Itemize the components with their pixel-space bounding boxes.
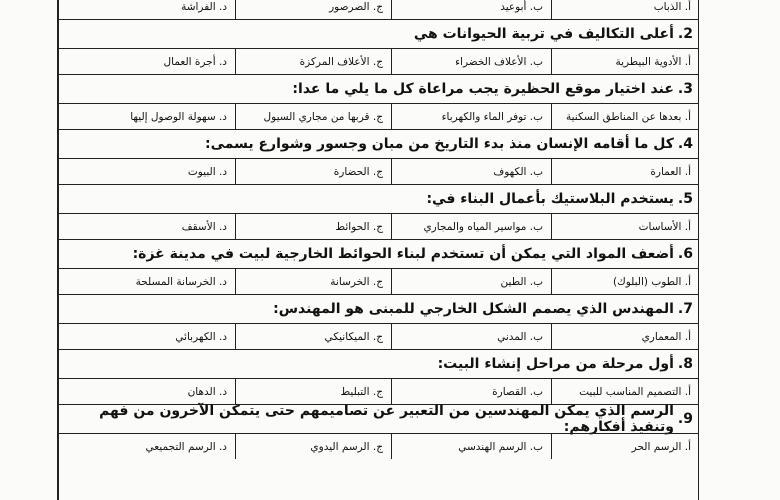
answer-option: ب. أبوعيد <box>391 0 551 19</box>
answer-option: أ. بعدها عن المناطق السكنية <box>551 104 699 129</box>
question-text: المهندس الذي يصمم الشكل الخارجي للمبنى هو المهندس: <box>273 301 674 317</box>
answer-option: د. الخرسانة المسلحة <box>57 269 235 294</box>
answer-option: د. أجرة العمال <box>57 49 235 74</box>
question-text: أضعف المواد التي يمكن أن تستخدم لبناء الحوائط الخارجية لبيت في مدينة غزة: <box>132 246 674 262</box>
question-number: 8. <box>677 356 693 372</box>
question-text: عند اختيار موقع الحظيرة يجب مراعاة كل ما يلي ما عدا: <box>292 81 674 97</box>
question-row <box>57 349 699 378</box>
answer-option: أ. العمارة <box>551 159 699 184</box>
answer-option: ب. الأعلاف الخضراء <box>391 49 551 74</box>
question-number: 7. <box>677 301 693 317</box>
question-number: 5. <box>677 191 693 207</box>
answer-option: أ. الرسم الحر <box>551 434 699 459</box>
answer-option: ب. الطين <box>391 269 551 294</box>
exam-sheet <box>57 0 699 500</box>
answer-option: د. الفراشة <box>57 0 235 19</box>
answer-option: ب. الكهوف <box>391 159 551 184</box>
answer-option: ج. الخرسانة <box>235 269 391 294</box>
answer-row <box>57 0 699 19</box>
answer-option: ج. الأعلاف المركزة <box>235 49 391 74</box>
answer-option: د. الدهان <box>57 379 235 404</box>
question-row <box>57 404 699 433</box>
answer-row <box>57 48 699 74</box>
answer-row <box>57 268 699 294</box>
question-row <box>57 19 699 48</box>
question-row <box>57 129 699 158</box>
answer-option: ج. قربها من مجاري السيول <box>235 104 391 129</box>
answer-option: أ. الأساسات <box>551 214 699 239</box>
question-text: أول مرحلة من مراحل إنشاء البيت: <box>437 356 674 372</box>
answer-option: د. الأسقف <box>57 214 235 239</box>
answer-option: ج. الرسم اليدوي <box>235 434 391 459</box>
answer-option: د. الكهربائي <box>57 324 235 349</box>
answer-option: ب. توفر الماء والكهرباء <box>391 104 551 129</box>
answer-row <box>57 158 699 184</box>
answer-option: ب. القصارة <box>391 379 551 404</box>
question-number: 6. <box>677 246 693 262</box>
question-row <box>57 294 699 323</box>
answer-option: أ. الأدوية البيطرية <box>551 49 699 74</box>
answer-option: د. سهولة الوصول إليها <box>57 104 235 129</box>
answer-row <box>57 378 699 404</box>
answer-option: ب. المدني <box>391 324 551 349</box>
question-text: الرسم الذي يمكن المهندسين من التعبير عن تصاميمهم حتى يتمكن الآخرون من فهم وتنفيذ أفكارهم: <box>99 403 674 435</box>
answer-row <box>57 433 699 459</box>
answer-option: ج. التبليط <box>235 379 391 404</box>
answer-option: ب. الرسم الهندسي <box>391 434 551 459</box>
answer-option: أ. الذباب <box>551 0 699 19</box>
answer-option: ب. مواسير المياه والمجاري <box>391 214 551 239</box>
question-row <box>57 74 699 103</box>
answer-option: ج. الميكانيكي <box>235 324 391 349</box>
answer-option: أ. التصميم المناسب للبيت <box>551 379 699 404</box>
answer-row <box>57 213 699 239</box>
answer-option: ج. الحوائط <box>235 214 391 239</box>
answer-option: أ. الطوب (البلوك) <box>551 269 699 294</box>
question-row <box>57 184 699 213</box>
answer-row <box>57 103 699 129</box>
question-text: أعلى التكاليف في تربية الحيوانات هي <box>413 26 674 42</box>
question-number: 4. <box>677 136 693 152</box>
answer-option: د. البيوت <box>57 159 235 184</box>
answer-option: ج. الصرصور <box>235 0 391 19</box>
question-number: 3. <box>677 81 693 97</box>
question-number: 2. <box>677 26 693 42</box>
question-row <box>57 239 699 268</box>
answer-row <box>57 323 699 349</box>
answer-option: ج. الحضارة <box>235 159 391 184</box>
answer-option: أ. المعماري <box>551 324 699 349</box>
question-text: كل ما أقامه الإنسان منذ بدء التاريخ من مبان وجسور وشوارع يسمى: <box>204 136 674 152</box>
question-number: 9. <box>677 411 693 427</box>
question-text: يستخدم البلاستيك بأعمال البناء في: <box>426 191 674 207</box>
answer-option: د. الرسم التجميعي <box>57 434 235 459</box>
